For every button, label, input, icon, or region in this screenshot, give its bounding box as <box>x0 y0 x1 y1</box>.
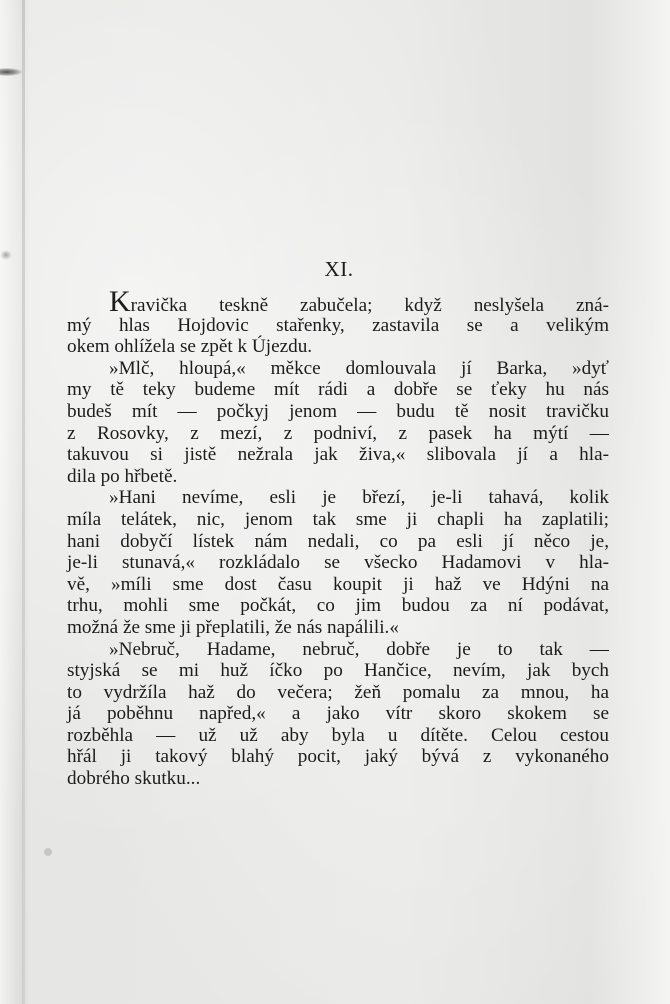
text-line: »Hani nevíme, esli je březí, je-li tahavá, kolik <box>109 487 609 509</box>
initial-letter: K <box>109 285 131 318</box>
text-line: to vydržíla haž do večera; žeň pomalu za mnou, ha <box>67 681 609 703</box>
text-line: dobrého skutku... <box>67 768 201 790</box>
text-line: budeš mít — počkyj jenom — budu tě nosit travičku <box>67 400 609 422</box>
binding-edge <box>22 0 25 1004</box>
text-line: dila po hřbetě. <box>67 465 178 487</box>
paragraph <box>67 285 609 358</box>
paper-speck <box>44 848 52 856</box>
text-line: hřál ji takový blahý pocit, jaký bývá z vykonaného <box>67 746 609 768</box>
text-line: trhu, mohli sme počkát, co jim budou za ní podávat, <box>67 595 609 617</box>
text-line: možná že sme ji přeplatili, že nás napálili.« <box>67 616 399 638</box>
paragraph <box>67 639 609 790</box>
text-line: je-li stunavá,« rozkládalo se všecko Hadamovi v hla- <box>67 552 609 574</box>
text-line: já poběhnu napřed,« a jako vítr skoro skokem se <box>67 703 609 725</box>
paragraph <box>67 358 609 488</box>
text-line: z Rosovky, z mezí, z podniví, z pasek ha mýtí — <box>67 422 609 444</box>
text-line: hani dobyčí lístek nám nedali, co pa esli jí něco je, <box>67 530 609 552</box>
paragraph <box>67 487 609 638</box>
text-line: míla telátek, nic, jenom tak sme ji chapli ha zaplatili; <box>67 508 609 530</box>
text-line: vě, »míli sme dost času koupit ji haž ve Hdýni na <box>67 573 609 595</box>
text-line: okem ohlížela se zpět k Újezdu. <box>67 336 313 358</box>
text-line: »Mlč, hloupá,« měkce domlouvala jí Barka, »dyť <box>109 357 609 379</box>
text-line: styjská se mi huž íčko po Hančice, nevím, jak bych <box>67 660 609 682</box>
chapter-title: XI. <box>324 257 354 281</box>
text-line: mý hlas Hojdovic stařenky, zastavila se a velikým <box>67 314 609 336</box>
text-line: rozběhla — už už aby byla u dítěte. Celou cestou <box>67 724 609 746</box>
binding-stain <box>0 68 22 76</box>
text-line: my tě teky budeme mít rádi a dobře se ťeky hu nás <box>67 379 609 401</box>
body-text <box>67 285 609 790</box>
text-line: takuvou si jistě nežrala jak živa,« slibovala jí a hla- <box>67 444 609 466</box>
text-line: Kravička teskně zabučela; když neslyšela zná- <box>109 285 609 318</box>
text-line: »Nebruč, Hadame, nebruč, dobře je to tak — <box>109 638 609 660</box>
